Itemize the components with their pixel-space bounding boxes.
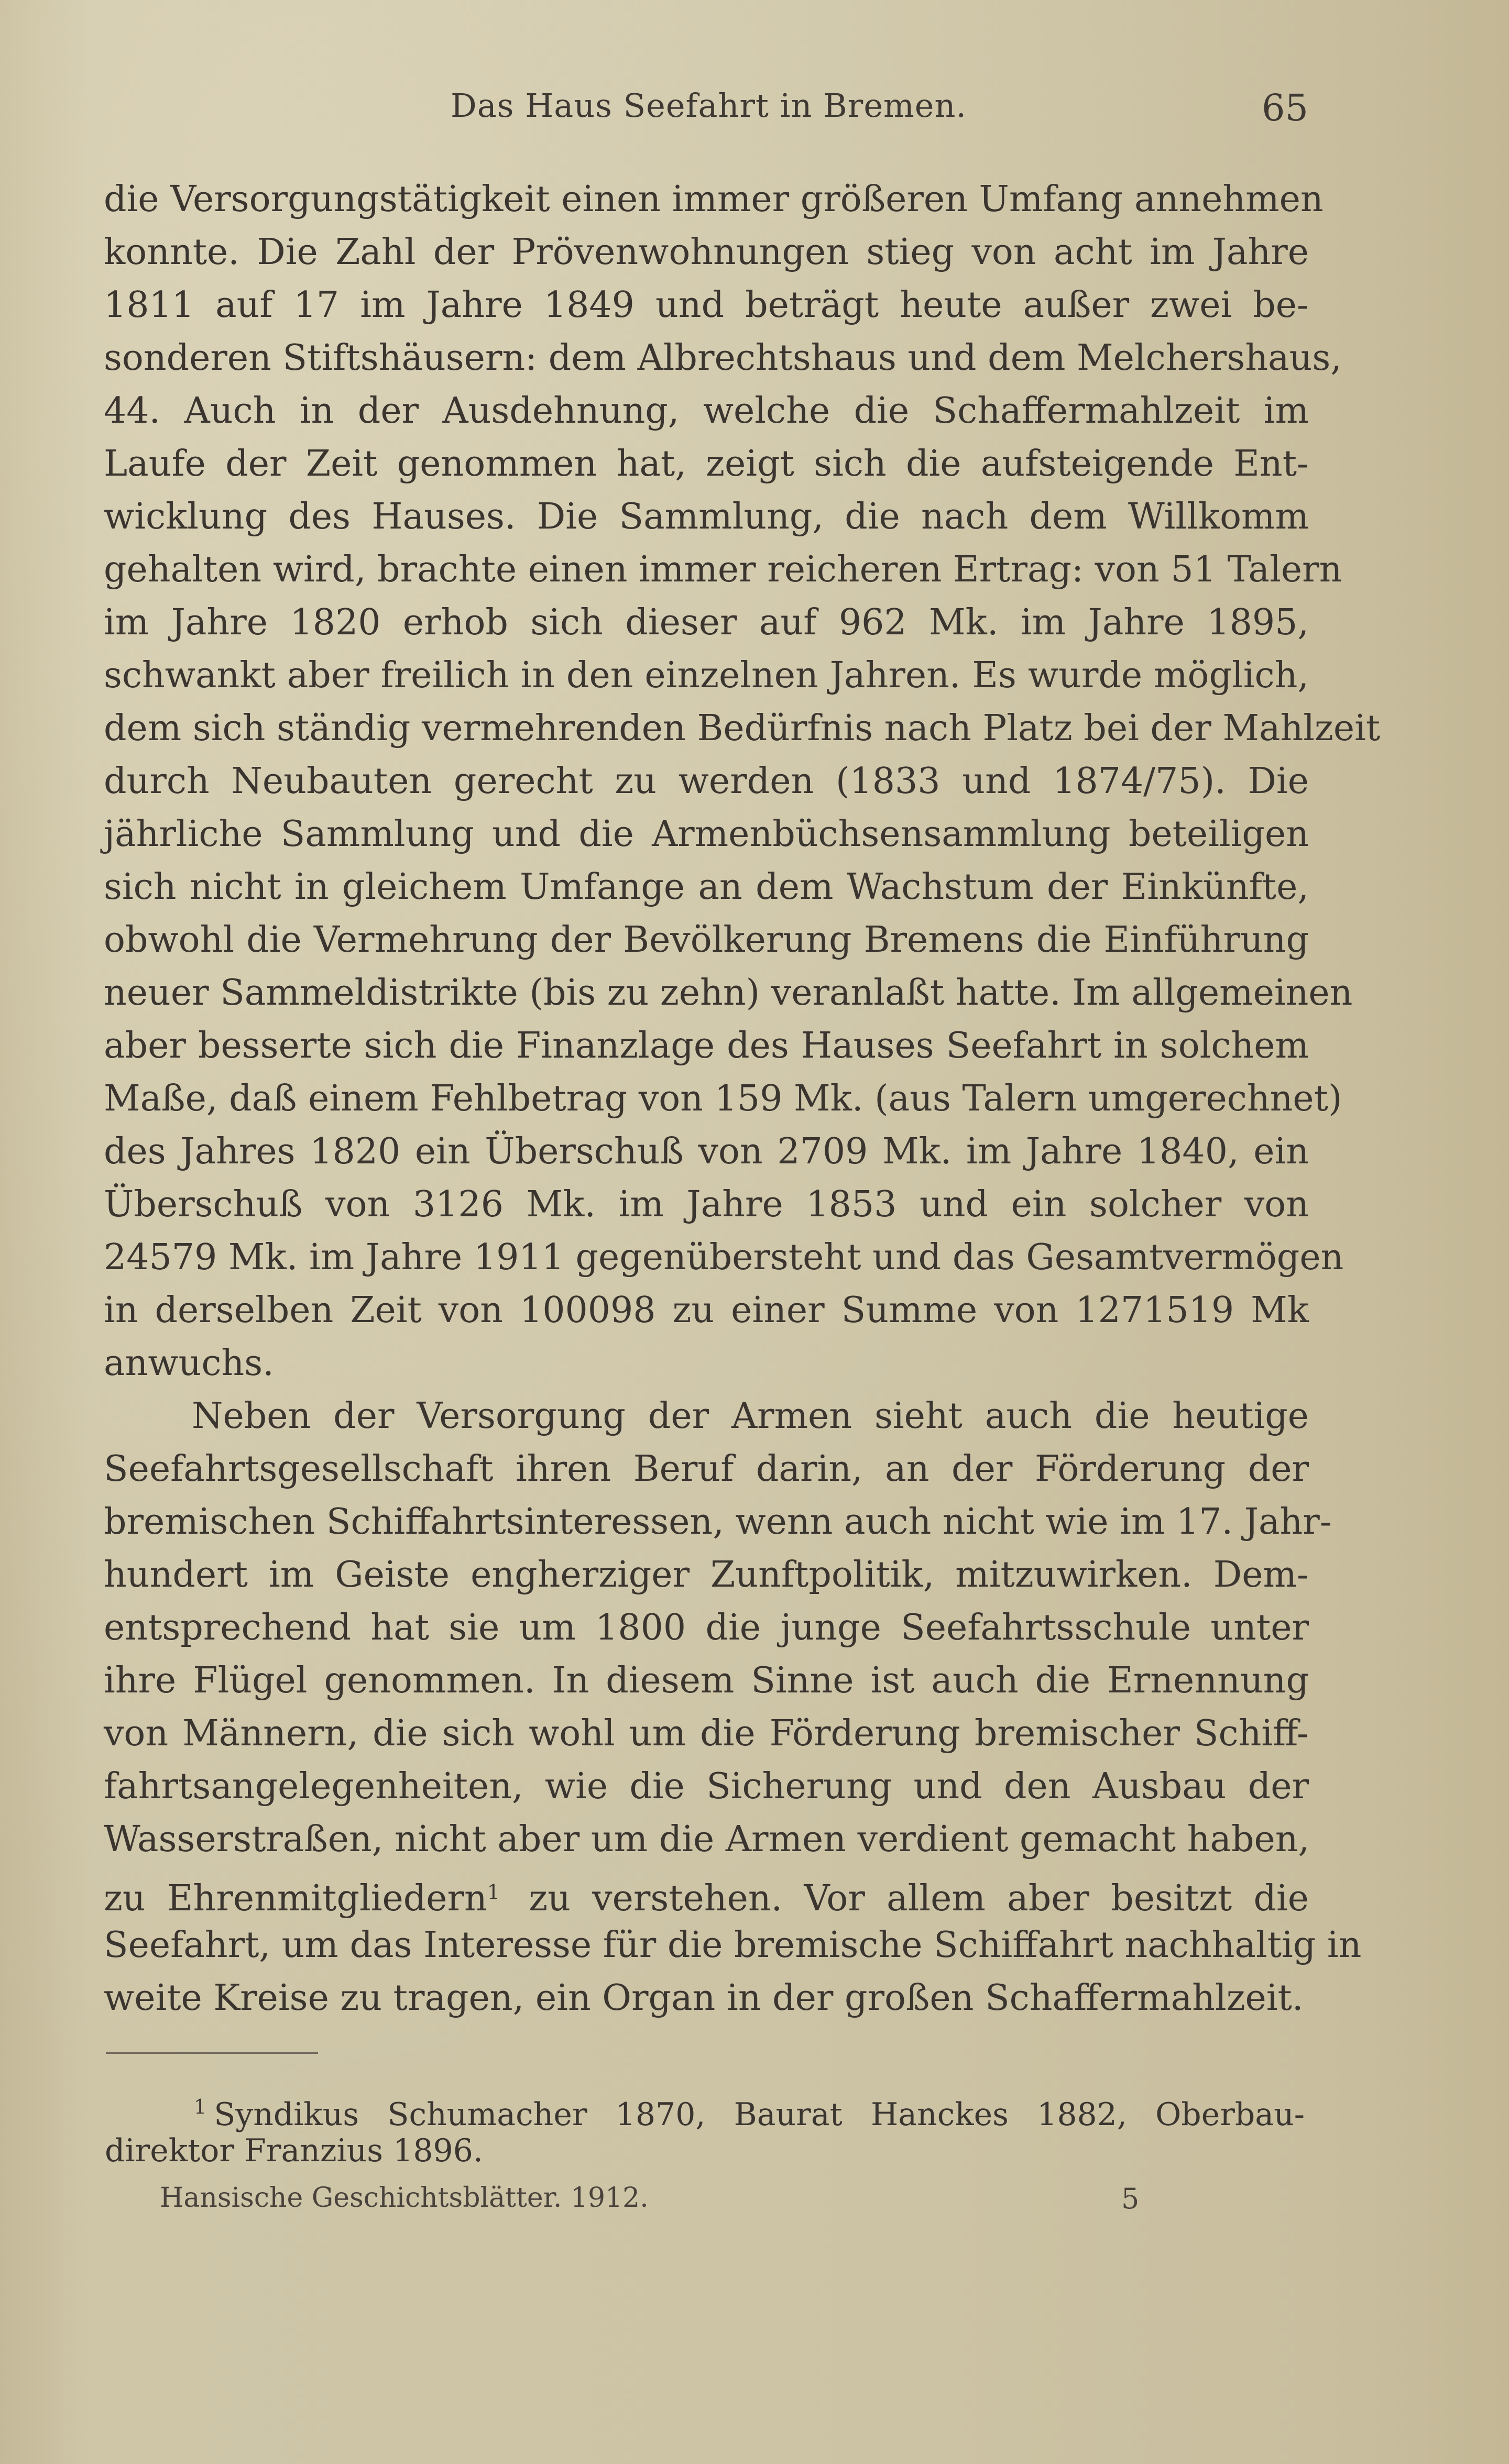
text-line: neuer Sammeldistrikte (bis zu zehn) veranlaßt hatte. Im allgemeinen [104, 972, 1353, 1014]
footnote-line [105, 2085, 1305, 2133]
footnote-marker: 1 [194, 2095, 207, 2118]
text-line: Wasserstraßen, nicht aber um die Armen verdient gemacht haben, [104, 1819, 1310, 1860]
text-line: wicklung des Hauses. Die Sammlung, die nach dem Willkomm [104, 496, 1309, 537]
text-line: im Jahre 1820 erhob sich dieser auf 962 Mk. im Jahre 1895, [104, 602, 1309, 643]
text-line: obwohl die Vermehrung der Bevölkerung Bremens die Einführung [104, 919, 1309, 961]
text-line: 1811 auf 17 im Jahre 1849 und beträgt heute außer zwei be- [104, 284, 1309, 326]
paragraph-start-line: Neben der Versorgung der Armen sieht auch die heutige [192, 1395, 1309, 1437]
text-line: durch Neubauten gerecht zu werden (1833 und 1874/75). Die [104, 761, 1309, 802]
text-line: dem sich ständig vermehrenden Bedürfnis nach Platz bei der Mahlzeit [104, 708, 1381, 749]
text-line: 44. Auch in der Ausdehnung, welche die Schaffermahlzeit im [104, 390, 1309, 432]
text-line-with-footnote [104, 1866, 1309, 1919]
text-line: Laufe der Zeit genommen hat, zeigt sich die aufsteigende Ent- [104, 443, 1309, 485]
text-line: gehalten wird, brachte einen immer reicheren Ertrag: von 51 Talern [104, 549, 1342, 590]
text-line: in derselben Zeit von 100098 zu einer Summe von 1271519 Mk [104, 1290, 1309, 1331]
text-line: konnte. Die Zahl der Prövenwohnungen stieg von acht im Jahre [104, 232, 1309, 273]
page-number: 65 [1262, 86, 1309, 129]
paragraph-end-line: weite Kreise zu tragen, ein Organ in der großen Schaffermahlzeit. [104, 1977, 1304, 2019]
text-line: ihre Flügel genommen. In diesem Sinne ist auch die Ernennung [104, 1660, 1309, 1701]
text-line: aber besserte sich die Finanzlage des Hauses Seefahrt in solchem [104, 1025, 1309, 1066]
text-line: entsprechend hat sie um 1800 die junge Seefahrtsschule unter [104, 1607, 1309, 1648]
text-segment: zu Ehrenmitgliedern [104, 1878, 487, 1919]
text-line: fahrtsangelegenheiten, wie die Sicherung und den Ausbau der [104, 1766, 1309, 1807]
text-segment: zu verstehen. Vor allem aber besitzt die [507, 1878, 1309, 1919]
paragraph-end-line: anwuchs. [104, 1343, 274, 1384]
running-head [0, 86, 1509, 139]
text-line: des Jahres 1820 ein Überschuß von 2709 Mk. im Jahre 1840, ein [104, 1131, 1309, 1172]
footnote-text: Syndikus Schumacher 1870, Baurat Hanckes 1882, Oberbau- [214, 2096, 1305, 2133]
footnote-divider [106, 2052, 318, 2054]
footnotes [105, 2085, 1305, 2173]
text-line: jährliche Sammlung und die Armenbüchsensammlung beteiligen [104, 813, 1309, 855]
printer-signature: Hansische Geschichtsblätter. 1912. [160, 2182, 649, 2214]
text-line: sonderen Stiftshäusern: dem Albrechtshaus und dem Melchershaus, [104, 337, 1342, 379]
text-line: schwankt aber freilich in den einzelnen Jahren. Es wurde möglich, [104, 655, 1309, 696]
body-text [104, 173, 1381, 2025]
sheet-number: 5 [1121, 2182, 1140, 2215]
text-line: von Männern, die sich wohl um die Förderung bremischer Schiff- [104, 1713, 1309, 1754]
text-line: die Versorgungstätigkeit einen immer größeren Umfang annehmen [104, 179, 1324, 220]
text-line: hundert im Geiste engherziger Zunftpolitik, mitzuwirken. Dem- [104, 1554, 1309, 1596]
text-line: Überschuß von 3126 Mk. im Jahre 1853 und ein solcher von [104, 1184, 1309, 1225]
footnote-reference[interactable]: 1 [487, 1880, 500, 1904]
text-line: sich nicht in gleichem Umfange an dem Wachstum der Einkünfte, [104, 866, 1309, 908]
text-line: bremischen Schiffahrtsinteressen, wenn auch nicht wie im 17. Jahr- [104, 1501, 1332, 1543]
footnote-line: direktor Franzius 1896. [105, 2132, 483, 2169]
running-title: Das Haus Seefahrt in Bremen. [451, 86, 967, 125]
text-line: 24579 Mk. im Jahre 1911 gegenübersteht und das Gesamtvermögen [104, 1237, 1344, 1278]
text-line: Seefahrt, um das Interesse für die bremische Schiffahrt nachhaltig in [104, 1924, 1362, 1966]
text-line: Maße, daß einem Fehlbetrag von 159 Mk. (aus Talern umgerechnet) [104, 1078, 1342, 1119]
text-line: Seefahrtsgesellschaft ihren Beruf darin, an der Förderung der [104, 1448, 1309, 1490]
